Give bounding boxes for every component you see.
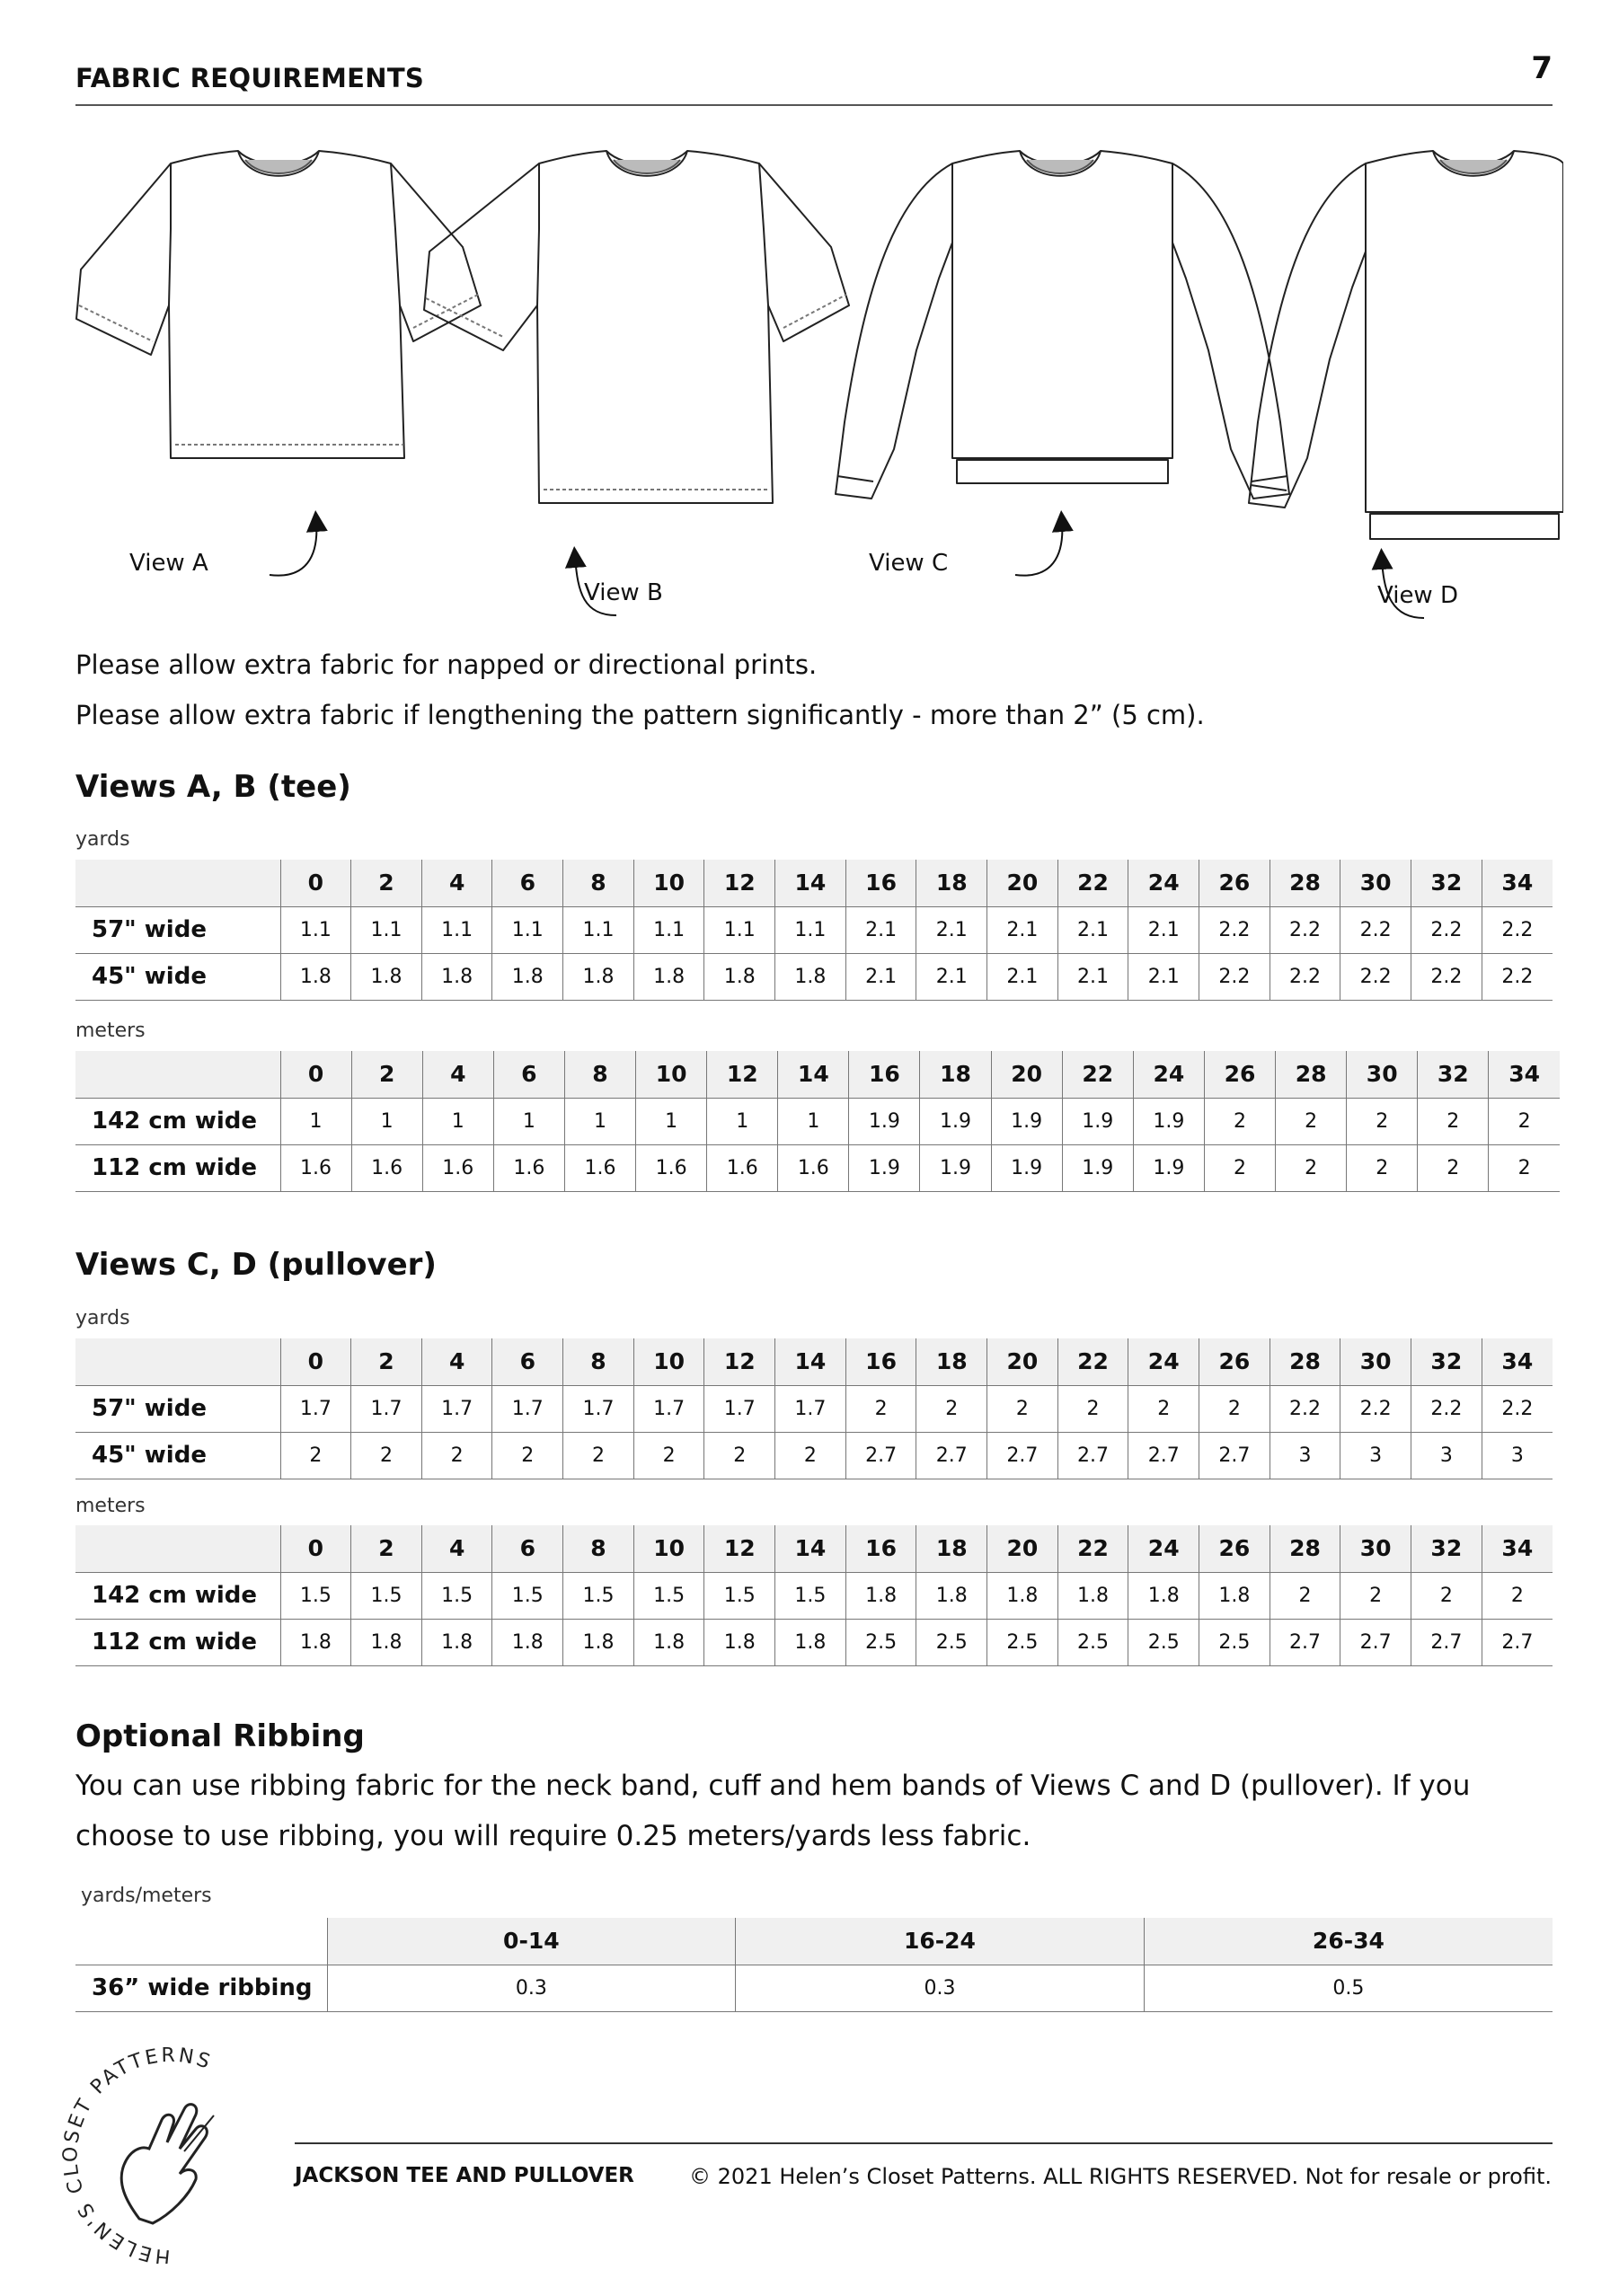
size-header: 34 bbox=[1482, 1525, 1553, 1572]
fabric-amount-cell: 1.8 bbox=[563, 953, 634, 1000]
fabric-amount-cell: 2 bbox=[916, 1385, 987, 1432]
size-header: 28 bbox=[1270, 1525, 1340, 1572]
fabric-amount-cell: 1.8 bbox=[633, 953, 704, 1000]
fabric-amount-cell: 2 bbox=[1418, 1144, 1489, 1191]
fabric-amount-cell: 2 bbox=[1347, 1144, 1418, 1191]
fabric-amount-cell: 2 bbox=[987, 1385, 1058, 1432]
logo-text: HELEN'S CLOSET PATTERNS bbox=[59, 2044, 216, 2264]
fabric-amount-cell: 2 bbox=[1199, 1385, 1270, 1432]
size-header: 10 bbox=[636, 1051, 707, 1098]
size-header: 10 bbox=[633, 1525, 704, 1572]
size-header: 14 bbox=[778, 1051, 849, 1098]
fabric-amount-cell: 1.7 bbox=[563, 1385, 634, 1432]
size-header: 32 bbox=[1411, 1338, 1482, 1385]
size-header: 34 bbox=[1482, 1338, 1553, 1385]
size-header: 24 bbox=[1133, 1051, 1204, 1098]
fabric-amount-cell: 1.1 bbox=[351, 906, 422, 953]
fabric-amount-cell: 1.8 bbox=[987, 1572, 1058, 1619]
fabric-amount-cell: 2.5 bbox=[1057, 1619, 1128, 1665]
fabric-amount-cell: 1.7 bbox=[351, 1385, 422, 1432]
fabric-amount-cell: 1.7 bbox=[775, 1385, 846, 1432]
fabric-amount-cell: 1 bbox=[280, 1098, 351, 1144]
fabric-amount-cell: 2.2 bbox=[1340, 1385, 1411, 1432]
fabric-amount-cell: 1.1 bbox=[775, 906, 846, 953]
fabric-amount-cell: 1.8 bbox=[704, 953, 775, 1000]
fabric-amount-cell: 2 bbox=[351, 1432, 422, 1479]
fabric-amount-cell: 1.1 bbox=[704, 906, 775, 953]
tee-yards-label: yards bbox=[75, 828, 130, 851]
size-header: 8 bbox=[563, 860, 634, 906]
fabric-amount-cell: 1.5 bbox=[633, 1572, 704, 1619]
size-header: 30 bbox=[1340, 1338, 1411, 1385]
fabric-amount-cell: 1.5 bbox=[775, 1572, 846, 1619]
fabric-amount-cell: 2.1 bbox=[987, 906, 1058, 953]
fabric-width-label: 45" wide bbox=[75, 953, 280, 1000]
table-row bbox=[75, 953, 1553, 1000]
fabric-amount-cell: 1.8 bbox=[492, 1619, 563, 1665]
fabric-amount-cell: 2 bbox=[1276, 1098, 1347, 1144]
fabric-amount-cell: 2 bbox=[1418, 1098, 1489, 1144]
fabric-amount-cell: 1.6 bbox=[422, 1144, 493, 1191]
fabric-amount-cell: 1.8 bbox=[1199, 1572, 1270, 1619]
fabric-amount-cell: 1.1 bbox=[421, 906, 492, 953]
fabric-amount-cell: 1.9 bbox=[991, 1098, 1062, 1144]
fabric-amount-cell: 2 bbox=[1482, 1572, 1553, 1619]
size-header: 26 bbox=[1199, 860, 1270, 906]
fabric-amount-cell: 1.1 bbox=[563, 906, 634, 953]
note-lengthening: Please allow extra fabric if lengthening the pattern significantly - more than 2” (5 cm). bbox=[75, 700, 1205, 730]
page-title: FABRIC REQUIREMENTS bbox=[75, 63, 425, 93]
fabric-amount-cell: 2.2 bbox=[1340, 906, 1411, 953]
ribbing-section-title: Optional Ribbing bbox=[75, 1718, 365, 1754]
tee-section-title: Views A, B (tee) bbox=[75, 769, 351, 805]
fabric-amount-cell: 1.6 bbox=[351, 1144, 422, 1191]
size-header: 4 bbox=[421, 1338, 492, 1385]
fabric-amount-cell: 1.7 bbox=[421, 1385, 492, 1432]
fabric-amount-cell: 1.8 bbox=[421, 953, 492, 1000]
size-header: 20 bbox=[987, 1525, 1058, 1572]
fabric-amount-cell: 2.2 bbox=[1482, 953, 1553, 1000]
view-b-label: View B bbox=[584, 579, 663, 606]
size-header: 18 bbox=[916, 860, 987, 906]
fabric-amount-cell: 2.2 bbox=[1270, 953, 1340, 1000]
size-header: 18 bbox=[916, 1525, 987, 1572]
fabric-amount-cell: 2.2 bbox=[1340, 953, 1411, 1000]
footer-pattern-name: JACKSON TEE AND PULLOVER bbox=[295, 2164, 634, 2187]
fabric-amount-cell: 2 bbox=[1489, 1098, 1560, 1144]
size-header: 6 bbox=[492, 860, 563, 906]
size-header: 12 bbox=[704, 1338, 775, 1385]
svg-text:HELEN'S CLOSET PATTERNS bbox=[59, 2044, 215, 2264]
ribbing-row-label: 36” wide ribbing bbox=[75, 1965, 327, 2011]
fabric-amount-cell: 1.5 bbox=[421, 1572, 492, 1619]
size-header: 0 bbox=[280, 1525, 351, 1572]
ribbing-col-header: 26-34 bbox=[1144, 1918, 1553, 1965]
fabric-amount-cell: 2 bbox=[1347, 1098, 1418, 1144]
fabric-amount-cell: 1.8 bbox=[916, 1572, 987, 1619]
fabric-amount-cell: 1.9 bbox=[849, 1098, 920, 1144]
fabric-amount-cell: 2.7 bbox=[1482, 1619, 1553, 1665]
fabric-amount-cell: 3 bbox=[1270, 1432, 1340, 1479]
table-row bbox=[75, 906, 1553, 953]
pullover-meters-label: meters bbox=[75, 1495, 146, 1517]
fabric-amount-cell: 1.9 bbox=[991, 1144, 1062, 1191]
pullover-section-title: Views C, D (pullover) bbox=[75, 1247, 437, 1283]
fabric-amount-cell: 1.7 bbox=[492, 1385, 563, 1432]
size-header: 26 bbox=[1204, 1051, 1275, 1098]
size-header: 22 bbox=[1057, 1525, 1128, 1572]
fabric-amount-cell: 1.8 bbox=[492, 953, 563, 1000]
fabric-amount-cell: 1.7 bbox=[280, 1385, 351, 1432]
size-header: 32 bbox=[1411, 860, 1482, 906]
fabric-amount-cell: 2.1 bbox=[845, 906, 916, 953]
fabric-amount-cell: 3 bbox=[1411, 1432, 1482, 1479]
size-header: 4 bbox=[421, 1525, 492, 1572]
ribbing-col-header: 0-14 bbox=[327, 1918, 736, 1965]
fabric-amount-cell: 1.9 bbox=[1133, 1098, 1204, 1144]
fabric-amount-cell: 1.5 bbox=[563, 1572, 634, 1619]
ribbing-header-blank bbox=[75, 1918, 327, 1965]
table-row bbox=[75, 1619, 1553, 1665]
fabric-amount-cell: 2.7 bbox=[1270, 1619, 1340, 1665]
fabric-amount-cell: 2.1 bbox=[916, 953, 987, 1000]
fabric-amount-cell: 1.5 bbox=[280, 1572, 351, 1619]
size-header: 20 bbox=[987, 1338, 1058, 1385]
note-napped-prints: Please allow extra fabric for napped or directional prints. bbox=[75, 649, 818, 680]
fabric-width-label: 142 cm wide bbox=[75, 1572, 280, 1619]
size-header: 10 bbox=[633, 860, 704, 906]
size-header: 22 bbox=[1062, 1051, 1133, 1098]
view-c-pullover-drawing bbox=[836, 151, 1289, 499]
fabric-amount-cell: 2.5 bbox=[1199, 1619, 1270, 1665]
size-header: 32 bbox=[1418, 1051, 1489, 1098]
page-header bbox=[75, 50, 1553, 106]
fabric-amount-cell: 1 bbox=[564, 1098, 635, 1144]
size-header: 6 bbox=[493, 1051, 564, 1098]
fabric-amount-cell: 2 bbox=[1204, 1098, 1275, 1144]
fabric-amount-cell: 1.8 bbox=[845, 1572, 916, 1619]
tee-yards-table bbox=[75, 860, 1553, 1001]
fabric-width-label: 57" wide bbox=[75, 906, 280, 953]
fabric-amount-cell: 1.5 bbox=[351, 1572, 422, 1619]
table-row bbox=[75, 1144, 1560, 1191]
size-header: 16 bbox=[845, 1525, 916, 1572]
fabric-amount-cell: 1.8 bbox=[775, 953, 846, 1000]
footer-rule bbox=[295, 2142, 1553, 2144]
size-header-blank bbox=[75, 860, 280, 906]
ribbing-cell: 0.3 bbox=[327, 1965, 736, 2011]
size-header: 20 bbox=[991, 1051, 1062, 1098]
fabric-amount-cell: 1.9 bbox=[920, 1144, 991, 1191]
pullover-meters-table bbox=[75, 1525, 1553, 1666]
fabric-amount-cell: 2 bbox=[1057, 1385, 1128, 1432]
size-header: 32 bbox=[1411, 1525, 1482, 1572]
fabric-amount-cell: 2 bbox=[1489, 1144, 1560, 1191]
ribbing-cell: 0.5 bbox=[1144, 1965, 1553, 2011]
view-c-label: View C bbox=[869, 550, 949, 577]
size-header: 2 bbox=[351, 1338, 422, 1385]
fabric-amount-cell: 1.9 bbox=[920, 1098, 991, 1144]
fabric-amount-cell: 2.1 bbox=[987, 953, 1058, 1000]
size-header: 30 bbox=[1340, 860, 1411, 906]
intro-notes bbox=[75, 640, 1558, 740]
fabric-amount-cell: 2.2 bbox=[1270, 906, 1340, 953]
ribbing-cell: 0.3 bbox=[736, 1965, 1145, 2011]
fabric-amount-cell: 1.8 bbox=[775, 1619, 846, 1665]
size-header: 34 bbox=[1489, 1051, 1560, 1098]
view-d-label: View D bbox=[1377, 582, 1458, 609]
fabric-amount-cell: 1 bbox=[707, 1098, 778, 1144]
fabric-amount-cell: 2 bbox=[1128, 1385, 1199, 1432]
fabric-amount-cell: 2 bbox=[1204, 1144, 1275, 1191]
size-header: 2 bbox=[351, 1051, 422, 1098]
fabric-amount-cell: 2 bbox=[775, 1432, 846, 1479]
fabric-amount-cell: 2.2 bbox=[1411, 906, 1482, 953]
fabric-amount-cell: 1 bbox=[351, 1098, 422, 1144]
fabric-amount-cell: 1.5 bbox=[704, 1572, 775, 1619]
fabric-amount-cell: 2.2 bbox=[1199, 906, 1270, 953]
fabric-amount-cell: 2 bbox=[704, 1432, 775, 1479]
size-header: 16 bbox=[845, 1338, 916, 1385]
size-header: 26 bbox=[1199, 1338, 1270, 1385]
fabric-amount-cell: 2.2 bbox=[1482, 1385, 1553, 1432]
fabric-amount-cell: 3 bbox=[1340, 1432, 1411, 1479]
fabric-amount-cell: 2.1 bbox=[845, 953, 916, 1000]
size-header: 0 bbox=[280, 860, 351, 906]
size-header: 18 bbox=[920, 1051, 991, 1098]
size-header: 12 bbox=[704, 1525, 775, 1572]
size-header: 0 bbox=[280, 1338, 351, 1385]
size-header: 12 bbox=[704, 860, 775, 906]
fabric-amount-cell: 1.8 bbox=[633, 1619, 704, 1665]
garment-illustrations bbox=[54, 126, 1563, 629]
fabric-amount-cell: 2.2 bbox=[1411, 1385, 1482, 1432]
view-d-pullover-drawing bbox=[1249, 151, 1563, 539]
footer-copyright: © 2021 Helen’s Closet Patterns. ALL RIGHTS RESERVED. Not for resale or profit. bbox=[689, 2164, 1552, 2189]
fabric-amount-cell: 1.1 bbox=[492, 906, 563, 953]
fabric-amount-cell: 1.6 bbox=[564, 1144, 635, 1191]
size-header: 8 bbox=[563, 1338, 634, 1385]
size-header: 18 bbox=[916, 1338, 987, 1385]
fabric-amount-cell: 2.1 bbox=[1128, 953, 1199, 1000]
fabric-amount-cell: 2.7 bbox=[1411, 1619, 1482, 1665]
fabric-amount-cell: 1.8 bbox=[1057, 1572, 1128, 1619]
fabric-amount-cell: 2 bbox=[1276, 1144, 1347, 1191]
fabric-amount-cell: 2.5 bbox=[987, 1619, 1058, 1665]
fabric-amount-cell: 2.7 bbox=[1057, 1432, 1128, 1479]
fabric-width-label: 142 cm wide bbox=[75, 1098, 280, 1144]
view-a-label: View A bbox=[129, 550, 208, 577]
fabric-amount-cell: 2.7 bbox=[987, 1432, 1058, 1479]
size-header: 4 bbox=[421, 860, 492, 906]
size-header: 28 bbox=[1270, 860, 1340, 906]
view-b-tee-drawing bbox=[424, 151, 849, 503]
size-header: 24 bbox=[1128, 1338, 1199, 1385]
fabric-amount-cell: 1.9 bbox=[1062, 1144, 1133, 1191]
fabric-amount-cell: 2.7 bbox=[1340, 1619, 1411, 1665]
fabric-amount-cell: 2 bbox=[280, 1432, 351, 1479]
fabric-amount-cell: 2.2 bbox=[1482, 906, 1553, 953]
fabric-amount-cell: 2 bbox=[1340, 1572, 1411, 1619]
size-header: 28 bbox=[1270, 1338, 1340, 1385]
size-header: 14 bbox=[775, 860, 846, 906]
fabric-amount-cell: 2 bbox=[633, 1432, 704, 1479]
size-header: 16 bbox=[845, 860, 916, 906]
size-header: 34 bbox=[1482, 860, 1553, 906]
helens-closet-logo bbox=[54, 2039, 288, 2264]
fabric-amount-cell: 2.7 bbox=[916, 1432, 987, 1479]
fabric-amount-cell: 2.5 bbox=[1128, 1619, 1199, 1665]
fabric-amount-cell: 1.9 bbox=[1133, 1144, 1204, 1191]
fabric-amount-cell: 1.8 bbox=[704, 1619, 775, 1665]
fabric-amount-cell: 1 bbox=[636, 1098, 707, 1144]
fabric-amount-cell: 2.2 bbox=[1411, 953, 1482, 1000]
fabric-amount-cell: 2 bbox=[1270, 1572, 1340, 1619]
size-header: 8 bbox=[564, 1051, 635, 1098]
fabric-amount-cell: 1 bbox=[422, 1098, 493, 1144]
fabric-amount-cell: 1.6 bbox=[707, 1144, 778, 1191]
fabric-amount-cell: 1.6 bbox=[778, 1144, 849, 1191]
size-header: 28 bbox=[1276, 1051, 1347, 1098]
fabric-amount-cell: 2 bbox=[563, 1432, 634, 1479]
size-header: 16 bbox=[849, 1051, 920, 1098]
size-header-blank bbox=[75, 1338, 280, 1385]
size-header: 12 bbox=[707, 1051, 778, 1098]
tee-meters-label: meters bbox=[75, 1020, 146, 1042]
pullover-yards-label: yards bbox=[75, 1307, 130, 1329]
size-header: 22 bbox=[1057, 1338, 1128, 1385]
fabric-amount-cell: 1.8 bbox=[280, 1619, 351, 1665]
fabric-amount-cell: 2.2 bbox=[1270, 1385, 1340, 1432]
fabric-amount-cell: 1.8 bbox=[1128, 1572, 1199, 1619]
size-header-blank bbox=[75, 1525, 280, 1572]
view-a-tee-drawing bbox=[76, 151, 481, 458]
size-header: 26 bbox=[1199, 1525, 1270, 1572]
size-header: 20 bbox=[987, 860, 1058, 906]
fabric-amount-cell: 1.1 bbox=[633, 906, 704, 953]
fabric-width-label: 112 cm wide bbox=[75, 1144, 280, 1191]
fabric-amount-cell: 2.1 bbox=[1057, 953, 1128, 1000]
table-row bbox=[75, 1572, 1553, 1619]
fabric-amount-cell: 1.8 bbox=[563, 1619, 634, 1665]
size-header: 24 bbox=[1128, 1525, 1199, 1572]
fabric-amount-cell: 2.1 bbox=[1128, 906, 1199, 953]
fabric-amount-cell: 2.1 bbox=[916, 906, 987, 953]
fabric-amount-cell: 1.9 bbox=[849, 1144, 920, 1191]
fabric-amount-cell: 2 bbox=[845, 1385, 916, 1432]
table-row bbox=[75, 1385, 1553, 1432]
size-header: 30 bbox=[1340, 1525, 1411, 1572]
fabric-amount-cell: 1.5 bbox=[492, 1572, 563, 1619]
size-header: 24 bbox=[1128, 860, 1199, 906]
fabric-amount-cell: 3 bbox=[1482, 1432, 1553, 1479]
ribbing-unit-label: yards/meters bbox=[81, 1885, 212, 1907]
fabric-amount-cell: 2 bbox=[492, 1432, 563, 1479]
fabric-amount-cell: 2.7 bbox=[845, 1432, 916, 1479]
fabric-amount-cell: 1.1 bbox=[280, 906, 351, 953]
table-row bbox=[75, 1432, 1553, 1479]
fabric-amount-cell: 1.7 bbox=[704, 1385, 775, 1432]
fabric-amount-cell: 1.6 bbox=[636, 1144, 707, 1191]
ribbing-table bbox=[75, 1918, 1553, 2012]
fabric-amount-cell: 2.5 bbox=[845, 1619, 916, 1665]
fabric-amount-cell: 2 bbox=[1411, 1572, 1482, 1619]
fabric-amount-cell: 1.6 bbox=[280, 1144, 351, 1191]
size-header: 6 bbox=[492, 1338, 563, 1385]
fabric-amount-cell: 1 bbox=[778, 1098, 849, 1144]
fabric-amount-cell: 2.7 bbox=[1128, 1432, 1199, 1479]
size-header: 30 bbox=[1347, 1051, 1418, 1098]
fabric-amount-cell: 1.9 bbox=[1062, 1098, 1133, 1144]
fabric-amount-cell: 2.7 bbox=[1199, 1432, 1270, 1479]
size-header: 0 bbox=[280, 1051, 351, 1098]
fabric-amount-cell: 2 bbox=[421, 1432, 492, 1479]
size-header: 4 bbox=[422, 1051, 493, 1098]
tee-meters-table bbox=[75, 1051, 1560, 1192]
fabric-amount-cell: 2.2 bbox=[1199, 953, 1270, 1000]
size-header: 2 bbox=[351, 860, 422, 906]
size-header: 2 bbox=[351, 1525, 422, 1572]
size-header: 8 bbox=[563, 1525, 634, 1572]
fabric-amount-cell: 1 bbox=[493, 1098, 564, 1144]
fabric-amount-cell: 2.1 bbox=[1057, 906, 1128, 953]
size-header: 6 bbox=[492, 1525, 563, 1572]
fabric-width-label: 57" wide bbox=[75, 1385, 280, 1432]
size-header: 10 bbox=[633, 1338, 704, 1385]
garment-line-drawings bbox=[54, 126, 1563, 629]
page-number: 7 bbox=[1531, 50, 1553, 86]
fabric-amount-cell: 2.5 bbox=[916, 1619, 987, 1665]
fabric-amount-cell: 1.8 bbox=[421, 1619, 492, 1665]
ribbing-description: You can use ribbing fabric for the neck band, cuff and hem bands of Views C and D (pullover). If you choose to use ribbing, you will require 0.25 meters/yards less fabric. bbox=[75, 1770, 1471, 1852]
pullover-yards-table bbox=[75, 1338, 1553, 1479]
fabric-amount-cell: 1.8 bbox=[351, 1619, 422, 1665]
fabric-amount-cell: 1.6 bbox=[493, 1144, 564, 1191]
fabric-width-label: 112 cm wide bbox=[75, 1619, 280, 1665]
size-header: 14 bbox=[775, 1525, 846, 1572]
size-header: 14 bbox=[775, 1338, 846, 1385]
size-header: 22 bbox=[1057, 860, 1128, 906]
table-row bbox=[75, 1098, 1560, 1144]
fabric-amount-cell: 1.7 bbox=[633, 1385, 704, 1432]
fabric-width-label: 45" wide bbox=[75, 1432, 280, 1479]
size-header-blank bbox=[75, 1051, 280, 1098]
fabric-amount-cell: 1.8 bbox=[351, 953, 422, 1000]
fabric-amount-cell: 1.8 bbox=[280, 953, 351, 1000]
ribbing-col-header: 16-24 bbox=[736, 1918, 1145, 1965]
